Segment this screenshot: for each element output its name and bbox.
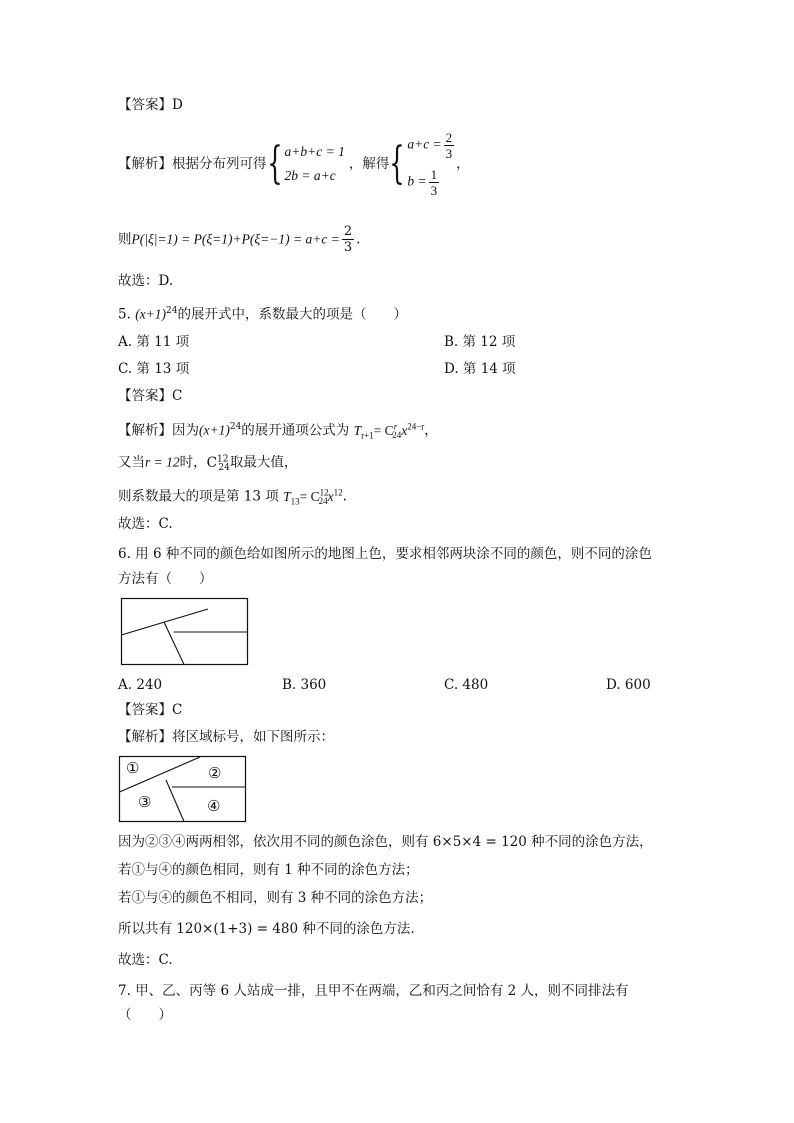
q7-question-line2: （ ） <box>118 1007 172 1023</box>
q4-frac-final: $\frac{2}{3}$ <box>343 224 353 255</box>
q6-line2: 若①与④的颜色相同，则有 1 种不同的涂色方法； <box>118 862 419 878</box>
q5-exp: 24 <box>166 306 178 316</box>
left-brace-icon: { <box>389 138 406 189</box>
q5-analysis-label: 【解析】因为 <box>118 422 199 439</box>
q4-solve-word: ，解得 <box>348 156 390 172</box>
q6-line4: 所以共有 120×(1+3) = 480 种不同的涂色方法. <box>118 921 415 937</box>
q5-base: (x+1) <box>135 306 167 322</box>
q5-answer: 【答案】C <box>118 388 183 404</box>
q5-general-term: $T_{r+1}= C^r_{24}x^{24-r}$ <box>353 421 425 441</box>
q4-analysis <box>118 130 470 198</box>
q5-question-text: 的展开式中，系数最大的项是（ ） <box>177 306 407 323</box>
q5-line3: 则系数最大的项是第 13 项 $T_{13}= C^{12}_{24}x^{12}$. <box>118 487 347 507</box>
q6-question-line1: 6. 用 6 种不同的颜色给如图所示的地图上色，要求相邻两块涂不同的颜色，则不同的涂色 <box>118 546 652 562</box>
q6-option-c: C. 480 <box>444 677 489 693</box>
q4-sys2-left: a+c = <box>407 136 442 152</box>
q7-question-line1: 7. 甲、乙、丙等 6 人站成一排，且甲不在两端，乙和丙之间恰有 2 人，则不同排法有 <box>118 983 629 999</box>
q5-prefix: 5. <box>118 306 131 323</box>
q5-conclusion: 故选：C. <box>118 516 173 532</box>
q4-system-2 <box>407 130 456 198</box>
q4-system-1 <box>285 140 345 188</box>
q4-sys2-b: b = <box>407 173 427 189</box>
q4-frac-1-3: $\frac{1}{3}$ <box>430 167 438 198</box>
map-line-2 <box>164 622 184 665</box>
q5-option-c: C. 第 13 项 <box>118 361 190 377</box>
q4-answer: 【答案】D <box>118 97 183 113</box>
q5-combination: $C^{12}_{24}$ <box>206 454 230 474</box>
q5-analysis-b: 的展开通项公式为 <box>241 422 350 439</box>
q4-then-formula: P(|ξ|=1) = P(ξ=1)+P(ξ=−1) = a+c = <box>131 231 340 247</box>
region-4-label: ④ <box>207 797 221 815</box>
q5-option-b: B. 第 12 项 <box>444 334 516 350</box>
q5-option-a: A. 第 11 项 <box>118 334 190 350</box>
q5-analysis <box>118 417 438 444</box>
q6-conclusion: 故选：C. <box>118 952 173 968</box>
q4-then-line <box>118 224 360 255</box>
q5-question <box>118 302 407 324</box>
q5-analysis-end: ， <box>424 422 438 439</box>
region-1-label: ① <box>126 759 140 777</box>
q5-analysis-exp: 24 <box>229 422 242 432</box>
q4-comma: ， <box>456 156 470 172</box>
region-3-label: ③ <box>138 793 152 811</box>
q6-line3: 若①与④的颜色不相同，则有 3 种不同的涂色方法； <box>118 890 433 906</box>
region-2-label: ② <box>208 764 222 782</box>
q6-option-d: D. 600 <box>606 677 651 693</box>
q6-option-b: B. 360 <box>282 677 327 693</box>
q5-option-d: D. 第 14 项 <box>444 361 516 377</box>
q4-frac-2-3: $\frac{2}{3}$ <box>445 130 453 161</box>
q4-then-text: 则 <box>118 231 132 248</box>
q6-map-figure <box>120 597 250 667</box>
q4-analysis-label: 【解析】根据分布列可得 <box>118 156 267 172</box>
left-brace-icon: { <box>266 138 283 189</box>
q5-r-value: r = 12 <box>145 454 180 470</box>
q5-analysis-base: (x+1) <box>199 422 230 438</box>
q4-sys1-eq2: 2b = a+c <box>284 168 336 183</box>
q4-sys1-eq1: a+b+c = 1 <box>284 144 345 159</box>
q5-line2: 又当r = 12时，$C^{12}_{24}$取最大值， <box>118 454 298 474</box>
q6-answer: 【答案】C <box>118 702 183 718</box>
q4-conclusion: 故选：D. <box>118 273 174 289</box>
q4-period: . <box>356 231 361 248</box>
map-line-1 <box>122 609 209 635</box>
q6-option-a: A. 240 <box>118 677 163 693</box>
q5-term-13: $T_{13}= C^{12}_{24}x^{12}$ <box>283 487 343 507</box>
q6-labeled-map <box>118 755 248 823</box>
q6-question-line2: 方法有（ ） <box>118 571 213 587</box>
q6-line1: 因为②③④两两相邻，依次用不同的颜色涂色，则有 6×5×4 = 120 种不同的涂色方法， <box>118 834 653 850</box>
q6-analysis: 【解析】将区域标号，如下图所示： <box>118 729 334 745</box>
